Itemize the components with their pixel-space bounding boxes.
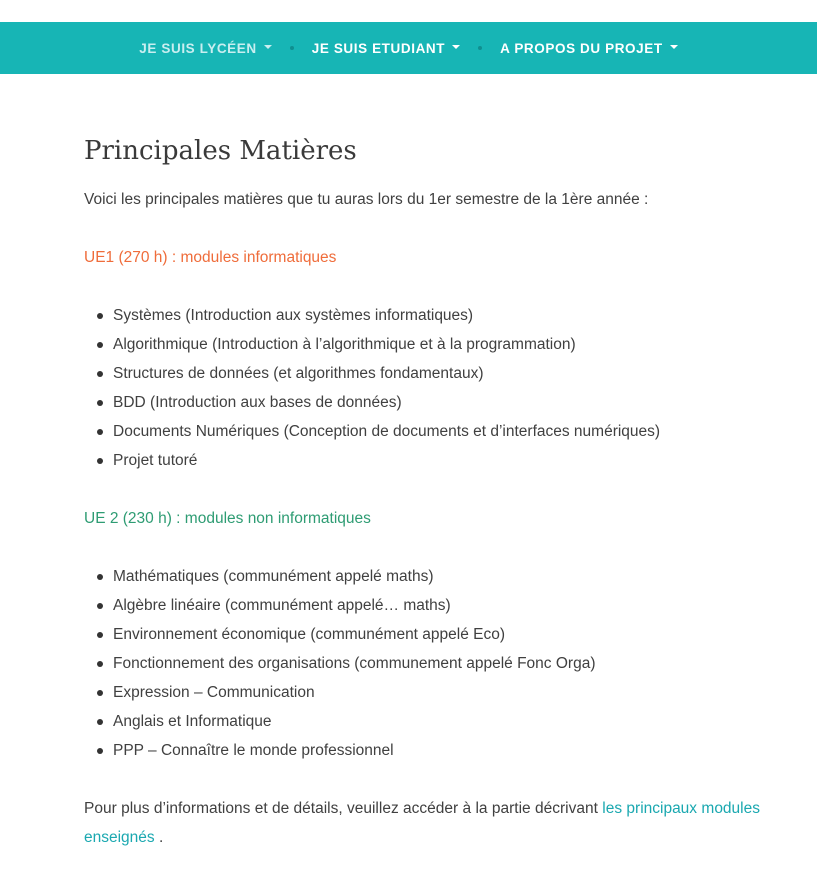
list-item: Environnement économique (communément appelé Eco) — [113, 620, 764, 649]
list-item: Anglais et Informatique — [113, 707, 764, 736]
ue2-module-list — [84, 562, 764, 765]
outro-end: . — [154, 829, 164, 846]
top-navbar — [0, 22, 817, 74]
list-item: Mathématiques (communément appelé maths) — [113, 562, 764, 591]
list-item: Systèmes (Introduction aux systèmes informatiques) — [113, 301, 764, 330]
nav-je-suis-lyceen[interactable] — [139, 41, 271, 56]
page-title: Principales Matières — [84, 136, 357, 166]
ue2-title: UE 2 (230 h) : modules non informatiques — [84, 510, 371, 527]
list-item: Expression – Communication — [113, 678, 764, 707]
list-item: Fonctionnement des organisations (communement appelé Fonc Orga) — [113, 649, 764, 678]
nav-separator-dot — [290, 46, 294, 50]
caret-down-icon — [264, 45, 272, 49]
list-item: Structures de données (et algorithmes fondamentaux) — [113, 359, 764, 388]
ue1-module-list — [84, 301, 764, 475]
outro-paragraph — [84, 794, 760, 852]
list-item: Documents Numériques (Conception de documents et d’interfaces numériques) — [113, 417, 764, 446]
nav-a-propos-du-projet[interactable] — [500, 41, 678, 56]
list-item: Projet tutoré — [113, 446, 764, 475]
intro-text: Voici les principales matières que tu auras lors du 1er semestre de la 1ère année : — [84, 191, 649, 208]
nav-je-suis-etudiant[interactable] — [312, 41, 460, 56]
list-item: Algorithmique (Introduction à l’algorithmique et à la programmation) — [113, 330, 764, 359]
nav-separator-dot — [478, 46, 482, 50]
list-item: PPP – Connaître le monde professionnel — [113, 736, 764, 765]
ue1-title: UE1 (270 h) : modules informatiques — [84, 249, 337, 266]
list-item: BDD (Introduction aux bases de données) — [113, 388, 764, 417]
caret-down-icon — [452, 45, 460, 49]
outro-text: Pour plus d’informations et de détails, veuillez accéder à la partie décrivant — [84, 800, 603, 817]
nav-label: JE SUIS ETUDIANT — [311, 40, 446, 56]
caret-down-icon — [670, 45, 678, 49]
main-content — [84, 130, 764, 852]
nav-label: A PROPOS DU PROJET — [500, 40, 663, 56]
principaux-modules-link[interactable]: les principaux modules enseignés — [84, 800, 760, 846]
nav-label: JE SUIS LYCÉEN — [139, 40, 257, 56]
list-item: Algèbre linéaire (communément appelé… maths) — [113, 591, 764, 620]
